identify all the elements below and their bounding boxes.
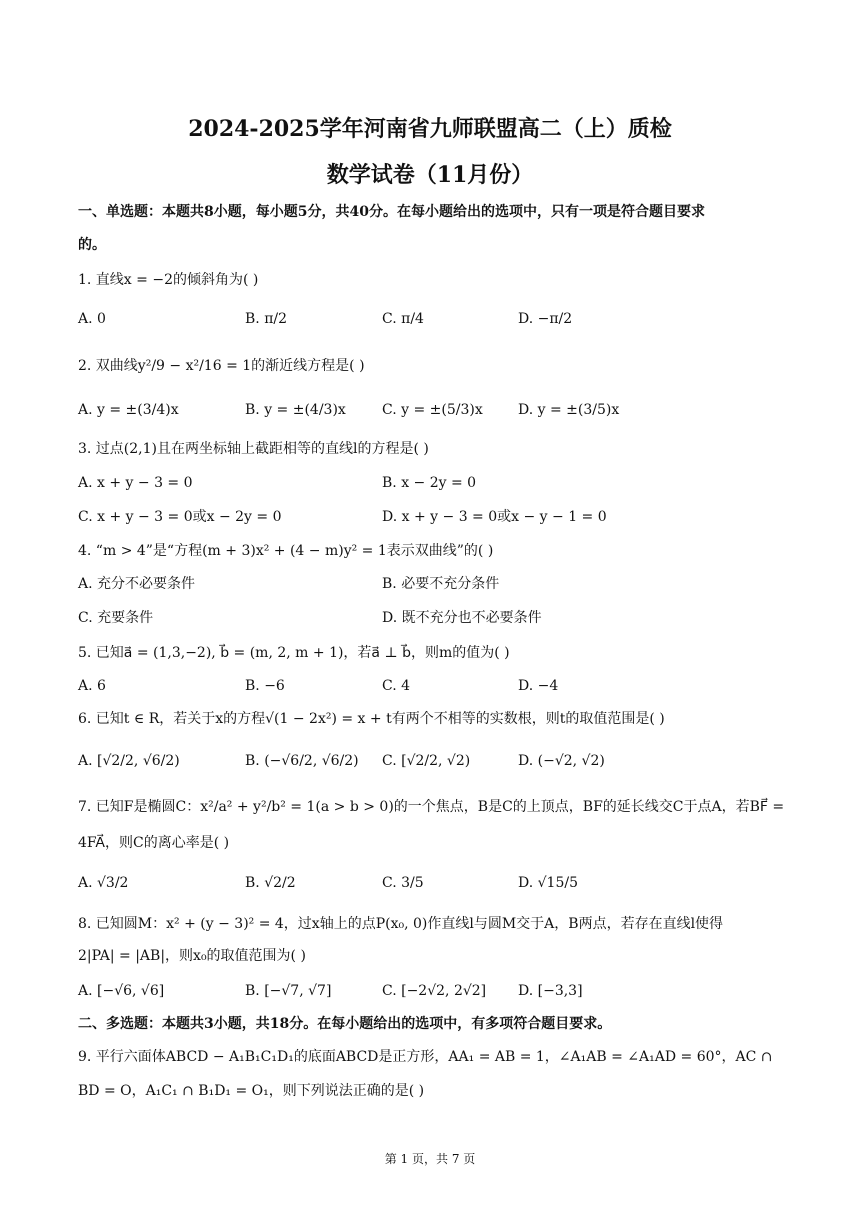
q8-option-d: D. [−3,3] bbox=[518, 983, 583, 999]
q7-option-a: A. √3/2 bbox=[78, 875, 129, 891]
q1-option-a: A. 0 bbox=[78, 311, 106, 327]
question-9-stem: 9. 平行六面体ABCD − A₁B₁C₁D₁的底面ABCD是正方形，AA₁ = AB = 1，∠A₁AB = ∠A₁AD = 60°，AC ∩ bbox=[78, 1049, 773, 1065]
question-7-stem: 7. 已知F是椭圆C：x²/a² + y²/b² = 1(a > b > 0)的一个焦点，B是C的上顶点，BF的延长线交C于点A，若BF⃗ = bbox=[78, 799, 785, 815]
q8-option-b: B. [−√7, √7] bbox=[245, 983, 332, 999]
page-title: 2024-2025学年河南省九师联盟高二（上）质检 bbox=[188, 116, 672, 142]
q2-option-c: C. y = ±(5/3)x bbox=[382, 402, 483, 418]
q8-option-c: C. [−2√2, 2√2] bbox=[382, 983, 487, 999]
q1-option-b: B. π/2 bbox=[245, 311, 288, 327]
question-4-stem: 4. “m > 4”是“方程(m + 3)x² + (4 − m)y² = 1表示双曲线”的( ) bbox=[78, 543, 494, 559]
question-8-stem-cont: 2|PA| = |AB|，则x₀的取值范围为( ) bbox=[78, 948, 306, 964]
q2-option-b: B. y = ±(4/3)x bbox=[245, 402, 346, 418]
q3-option-d: D. x + y − 3 = 0或x − y − 1 = 0 bbox=[382, 509, 607, 525]
question-7-stem-cont: 4FA⃗，则C的离心率是( ) bbox=[78, 835, 230, 851]
section-multi-heading: 二、多选题：本题共3小题，共18分。在每小题给出的选项中，有多项符合题目要求。 bbox=[78, 1016, 612, 1032]
question-1-stem: 1. 直线x = −2的倾斜角为( ) bbox=[78, 272, 259, 288]
q3-option-c: C. x + y − 3 = 0或x − 2y = 0 bbox=[78, 509, 282, 525]
page-subtitle: 数学试卷（11月份） bbox=[326, 162, 534, 188]
section-single-heading: 一、单选题：本题共8小题，每小题5分，共40分。在每小题给出的选项中，只有一项是符合题目要求 bbox=[78, 204, 705, 220]
q5-option-c: C. 4 bbox=[382, 678, 411, 694]
question-8-stem: 8. 已知圆M：x² + (y − 3)² = 4，过x轴上的点P(x₀, 0)作直线l与圆M交于A，B两点，若存在直线l使得 bbox=[78, 916, 724, 932]
q5-option-a: A. 6 bbox=[78, 678, 106, 694]
question-6-stem: 6. 已知t ∈ R，若关于x的方程√(1 − 2x²) = x + t有两个不相等的实数根，则t的取值范围是( ) bbox=[78, 711, 665, 727]
q7-option-b: B. √2/2 bbox=[245, 875, 296, 891]
q4-option-b: B. 必要不充分条件 bbox=[382, 576, 500, 592]
q2-option-d: D. y = ±(3/5)x bbox=[518, 402, 620, 418]
q3-option-b: B. x − 2y = 0 bbox=[382, 475, 477, 491]
question-9-stem-cont: BD = O，A₁C₁ ∩ B₁D₁ = O₁，则下列说法正确的是( ) bbox=[78, 1083, 425, 1099]
q8-option-a: A. [−√6, √6] bbox=[78, 983, 165, 999]
q3-option-a: A. x + y − 3 = 0 bbox=[78, 475, 193, 491]
q1-option-d: D. −π/2 bbox=[518, 311, 573, 327]
page-footer: 第 1 页，共 7 页 bbox=[384, 1152, 476, 1166]
q2-option-a: A. y = ±(3/4)x bbox=[78, 402, 179, 418]
q4-option-c: C. 充要条件 bbox=[78, 610, 154, 626]
q4-option-a: A. 充分不必要条件 bbox=[78, 576, 196, 592]
section-single-heading-cont: 的。 bbox=[78, 237, 106, 253]
question-5-stem: 5. 已知a⃗ = (1,3,−2), b⃗ = (m, 2, m + 1)，若a⃗ ⊥ b⃗，则m的值为( ) bbox=[78, 645, 510, 661]
q5-option-d: D. −4 bbox=[518, 678, 559, 694]
question-3-stem: 3. 过点(2,1)且在两坐标轴上截距相等的直线l的方程是( ) bbox=[78, 441, 429, 457]
q6-option-a: A. [√2/2, √6/2) bbox=[78, 753, 180, 769]
q7-option-d: D. √15/5 bbox=[518, 875, 578, 891]
q6-option-b: B. (−√6/2, √6/2) bbox=[245, 753, 359, 769]
q5-option-b: B. −6 bbox=[245, 678, 285, 694]
q4-option-d: D. 既不充分也不必要条件 bbox=[382, 610, 542, 626]
question-2-stem: 2. 双曲线y²/9 − x²/16 = 1的渐近线方程是( ) bbox=[78, 358, 365, 374]
q6-option-d: D. (−√2, √2) bbox=[518, 753, 605, 769]
q6-option-c: C. [√2/2, √2) bbox=[382, 753, 471, 769]
q7-option-c: C. 3/5 bbox=[382, 875, 424, 891]
q1-option-c: C. π/4 bbox=[382, 311, 424, 327]
